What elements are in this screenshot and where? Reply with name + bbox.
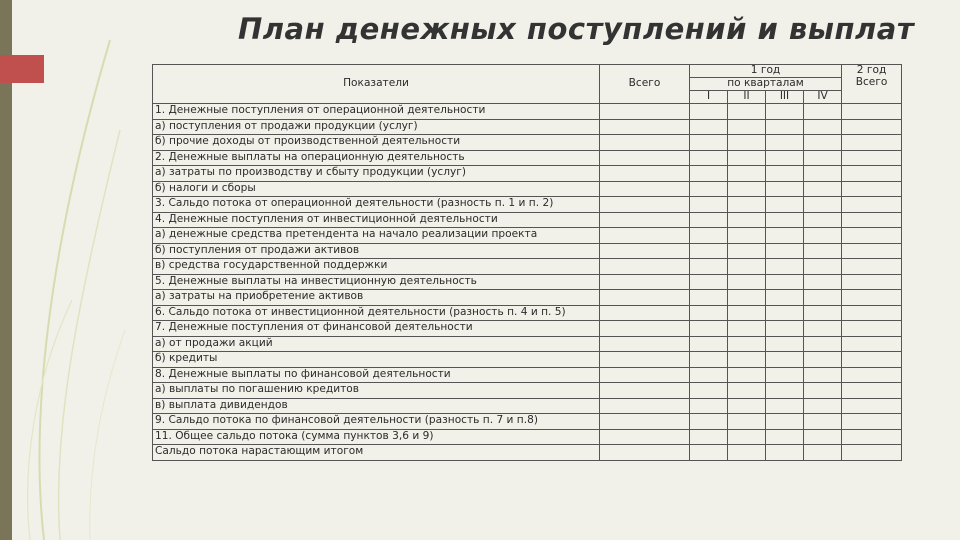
header-year1: 1 год [690, 65, 842, 78]
row-label: а) затраты на приобретение активов [153, 290, 600, 306]
cell-q3 [766, 274, 804, 290]
cell-total [600, 104, 690, 120]
cell-year2 [842, 305, 902, 321]
header-by-quarters: по кварталам [690, 78, 842, 91]
cell-q3 [766, 367, 804, 383]
cell-q1 [690, 243, 728, 259]
cell-q1 [690, 398, 728, 414]
cell-year2 [842, 259, 902, 275]
cell-q3 [766, 243, 804, 259]
cell-year2 [842, 212, 902, 228]
cell-q3 [766, 135, 804, 151]
cell-q4 [804, 228, 842, 244]
cell-q4 [804, 398, 842, 414]
cell-q4 [804, 352, 842, 368]
cell-q2 [728, 166, 766, 182]
table-row [153, 274, 902, 290]
cell-year2 [842, 367, 902, 383]
cell-q1 [690, 181, 728, 197]
cell-q3 [766, 414, 804, 430]
cell-q1 [690, 197, 728, 213]
cell-q3 [766, 150, 804, 166]
table-row [153, 228, 902, 244]
cell-total [600, 243, 690, 259]
cell-q3 [766, 197, 804, 213]
row-label: 1. Денежные поступления от операционной деятельности [153, 104, 600, 120]
row-label: а) денежные средства претендента на начало реализации проекта [153, 228, 600, 244]
cell-q3 [766, 181, 804, 197]
cell-year2 [842, 243, 902, 259]
cell-total [600, 305, 690, 321]
table-row [153, 429, 902, 445]
cell-total [600, 181, 690, 197]
cell-q2 [728, 259, 766, 275]
cell-year2 [842, 104, 902, 120]
row-label: 2. Денежные выплаты на операционную деятельность [153, 150, 600, 166]
cell-year2 [842, 398, 902, 414]
cell-q4 [804, 197, 842, 213]
cell-q4 [804, 119, 842, 135]
table-row [153, 336, 902, 352]
cell-year2 [842, 445, 902, 461]
cell-q2 [728, 212, 766, 228]
row-label: б) прочие доходы от производственной деятельности [153, 135, 600, 151]
cell-q1 [690, 305, 728, 321]
row-label: 9. Сальдо потока по финансовой деятельности (разность п. 7 и п.8) [153, 414, 600, 430]
cell-total [600, 135, 690, 151]
cell-q3 [766, 259, 804, 275]
cash-flow-plan-table [152, 64, 902, 461]
cell-year2 [842, 150, 902, 166]
table-row [153, 367, 902, 383]
cell-q2 [728, 243, 766, 259]
cell-q1 [690, 135, 728, 151]
cell-total [600, 429, 690, 445]
cell-q2 [728, 290, 766, 306]
cell-q2 [728, 135, 766, 151]
header-quarter-2: II [728, 91, 766, 104]
row-label: а) поступления от продажи продукции (услуг) [153, 119, 600, 135]
cell-q4 [804, 414, 842, 430]
header-year2-label: 2 год [856, 64, 887, 76]
cell-year2 [842, 181, 902, 197]
cell-total [600, 197, 690, 213]
cell-total [600, 398, 690, 414]
cell-q4 [804, 290, 842, 306]
row-label: 3. Сальдо потока от операционной деятельности (разность п. 1 и п. 2) [153, 197, 600, 213]
table-row [153, 414, 902, 430]
cell-total [600, 336, 690, 352]
page-title: План денежных поступлений и выплат [238, 12, 915, 46]
cell-q3 [766, 321, 804, 337]
cell-q2 [728, 367, 766, 383]
cell-q2 [728, 305, 766, 321]
cell-q4 [804, 181, 842, 197]
cell-q4 [804, 212, 842, 228]
cell-q4 [804, 259, 842, 275]
cell-q4 [804, 243, 842, 259]
cell-q1 [690, 119, 728, 135]
cell-year2 [842, 135, 902, 151]
cell-q1 [690, 414, 728, 430]
cell-total [600, 321, 690, 337]
cell-year2 [842, 119, 902, 135]
cell-q2 [728, 429, 766, 445]
table-row [153, 305, 902, 321]
cell-q1 [690, 104, 728, 120]
cell-total [600, 445, 690, 461]
table-row [153, 212, 902, 228]
cell-q1 [690, 259, 728, 275]
cell-year2 [842, 290, 902, 306]
row-label: а) выплаты по погашению кредитов [153, 383, 600, 399]
cell-q2 [728, 181, 766, 197]
cell-q4 [804, 274, 842, 290]
cell-q2 [728, 119, 766, 135]
table-row [153, 166, 902, 182]
header-quarter-1: I [690, 91, 728, 104]
cell-q1 [690, 367, 728, 383]
header-year2 [842, 65, 902, 104]
cell-year2 [842, 383, 902, 399]
cell-q2 [728, 398, 766, 414]
row-label: 7. Денежные поступления от финансовой деятельности [153, 321, 600, 337]
cell-year2 [842, 321, 902, 337]
cell-q1 [690, 228, 728, 244]
cell-total [600, 367, 690, 383]
cell-q3 [766, 290, 804, 306]
cell-q1 [690, 383, 728, 399]
header-total: Всего [600, 65, 690, 104]
cell-year2 [842, 166, 902, 182]
cell-total [600, 166, 690, 182]
table-row [153, 321, 902, 337]
cell-total [600, 228, 690, 244]
cell-q2 [728, 445, 766, 461]
cell-q1 [690, 321, 728, 337]
header-year2-total: Всего [855, 75, 888, 88]
cell-year2 [842, 352, 902, 368]
cell-q2 [728, 383, 766, 399]
row-label: б) поступления от продажи активов [153, 243, 600, 259]
cell-q4 [804, 336, 842, 352]
cell-q3 [766, 352, 804, 368]
cell-q4 [804, 383, 842, 399]
row-label: 6. Сальдо потока от инвестиционной деятельности (разность п. 4 и п. 5) [153, 305, 600, 321]
row-label: в) средства государственной поддержки [153, 259, 600, 275]
cell-q4 [804, 321, 842, 337]
cell-q3 [766, 383, 804, 399]
cell-q3 [766, 228, 804, 244]
table-row [153, 243, 902, 259]
cell-q3 [766, 305, 804, 321]
cell-q2 [728, 336, 766, 352]
table-body [153, 104, 902, 461]
cell-q3 [766, 119, 804, 135]
cell-q4 [804, 150, 842, 166]
row-label: а) от продажи акций [153, 336, 600, 352]
header-quarter-4: IV [804, 91, 842, 104]
cell-year2 [842, 228, 902, 244]
cell-q1 [690, 352, 728, 368]
row-label: 11. Общее сальдо потока (сумма пунктов 3,6 и 9) [153, 429, 600, 445]
cell-q4 [804, 305, 842, 321]
header-indicators: Показатели [153, 65, 600, 104]
cell-total [600, 352, 690, 368]
row-label: а) затраты по производству и сбыту продукции (услуг) [153, 166, 600, 182]
table-row [153, 150, 902, 166]
table-row [153, 197, 902, 213]
table-row [153, 135, 902, 151]
cell-q3 [766, 398, 804, 414]
cell-q2 [728, 274, 766, 290]
row-label: 8. Денежные выплаты по финансовой деятельности [153, 367, 600, 383]
table-row [153, 259, 902, 275]
table-row [153, 119, 902, 135]
cell-total [600, 274, 690, 290]
cell-q3 [766, 429, 804, 445]
cell-year2 [842, 197, 902, 213]
table-row [153, 104, 902, 120]
cell-total [600, 119, 690, 135]
cell-total [600, 414, 690, 430]
table-row [153, 181, 902, 197]
cell-total [600, 383, 690, 399]
cell-q1 [690, 290, 728, 306]
cell-q2 [728, 321, 766, 337]
cell-q2 [728, 228, 766, 244]
header-quarter-3: III [766, 91, 804, 104]
cell-total [600, 212, 690, 228]
cell-q2 [728, 414, 766, 430]
row-label: 4. Денежные поступления от инвестиционной деятельности [153, 212, 600, 228]
cell-q2 [728, 150, 766, 166]
cell-q4 [804, 166, 842, 182]
cell-q1 [690, 336, 728, 352]
cell-year2 [842, 336, 902, 352]
cell-total [600, 290, 690, 306]
cell-q1 [690, 274, 728, 290]
row-label: б) кредиты [153, 352, 600, 368]
cell-q1 [690, 429, 728, 445]
table-row [153, 398, 902, 414]
cell-year2 [842, 274, 902, 290]
cell-q1 [690, 150, 728, 166]
cell-q4 [804, 104, 842, 120]
cell-total [600, 259, 690, 275]
cell-q1 [690, 212, 728, 228]
cell-q2 [728, 104, 766, 120]
row-label: 5. Денежные выплаты на инвестиционную деятельность [153, 274, 600, 290]
table-row [153, 352, 902, 368]
cell-q4 [804, 135, 842, 151]
row-label: б) налоги и сборы [153, 181, 600, 197]
cell-q4 [804, 429, 842, 445]
cell-q1 [690, 166, 728, 182]
cell-year2 [842, 414, 902, 430]
table-row [153, 445, 902, 461]
cell-q2 [728, 352, 766, 368]
table-row [153, 290, 902, 306]
cell-q4 [804, 367, 842, 383]
table-row [153, 383, 902, 399]
row-label: Сальдо потока нарастающим итогом [153, 445, 600, 461]
row-label: в) выплата дивидендов [153, 398, 600, 414]
cell-q3 [766, 336, 804, 352]
cell-q3 [766, 104, 804, 120]
cell-q3 [766, 166, 804, 182]
cell-q4 [804, 445, 842, 461]
cell-q3 [766, 445, 804, 461]
cell-q1 [690, 445, 728, 461]
cell-year2 [842, 429, 902, 445]
cell-q2 [728, 197, 766, 213]
cell-total [600, 150, 690, 166]
cell-q3 [766, 212, 804, 228]
